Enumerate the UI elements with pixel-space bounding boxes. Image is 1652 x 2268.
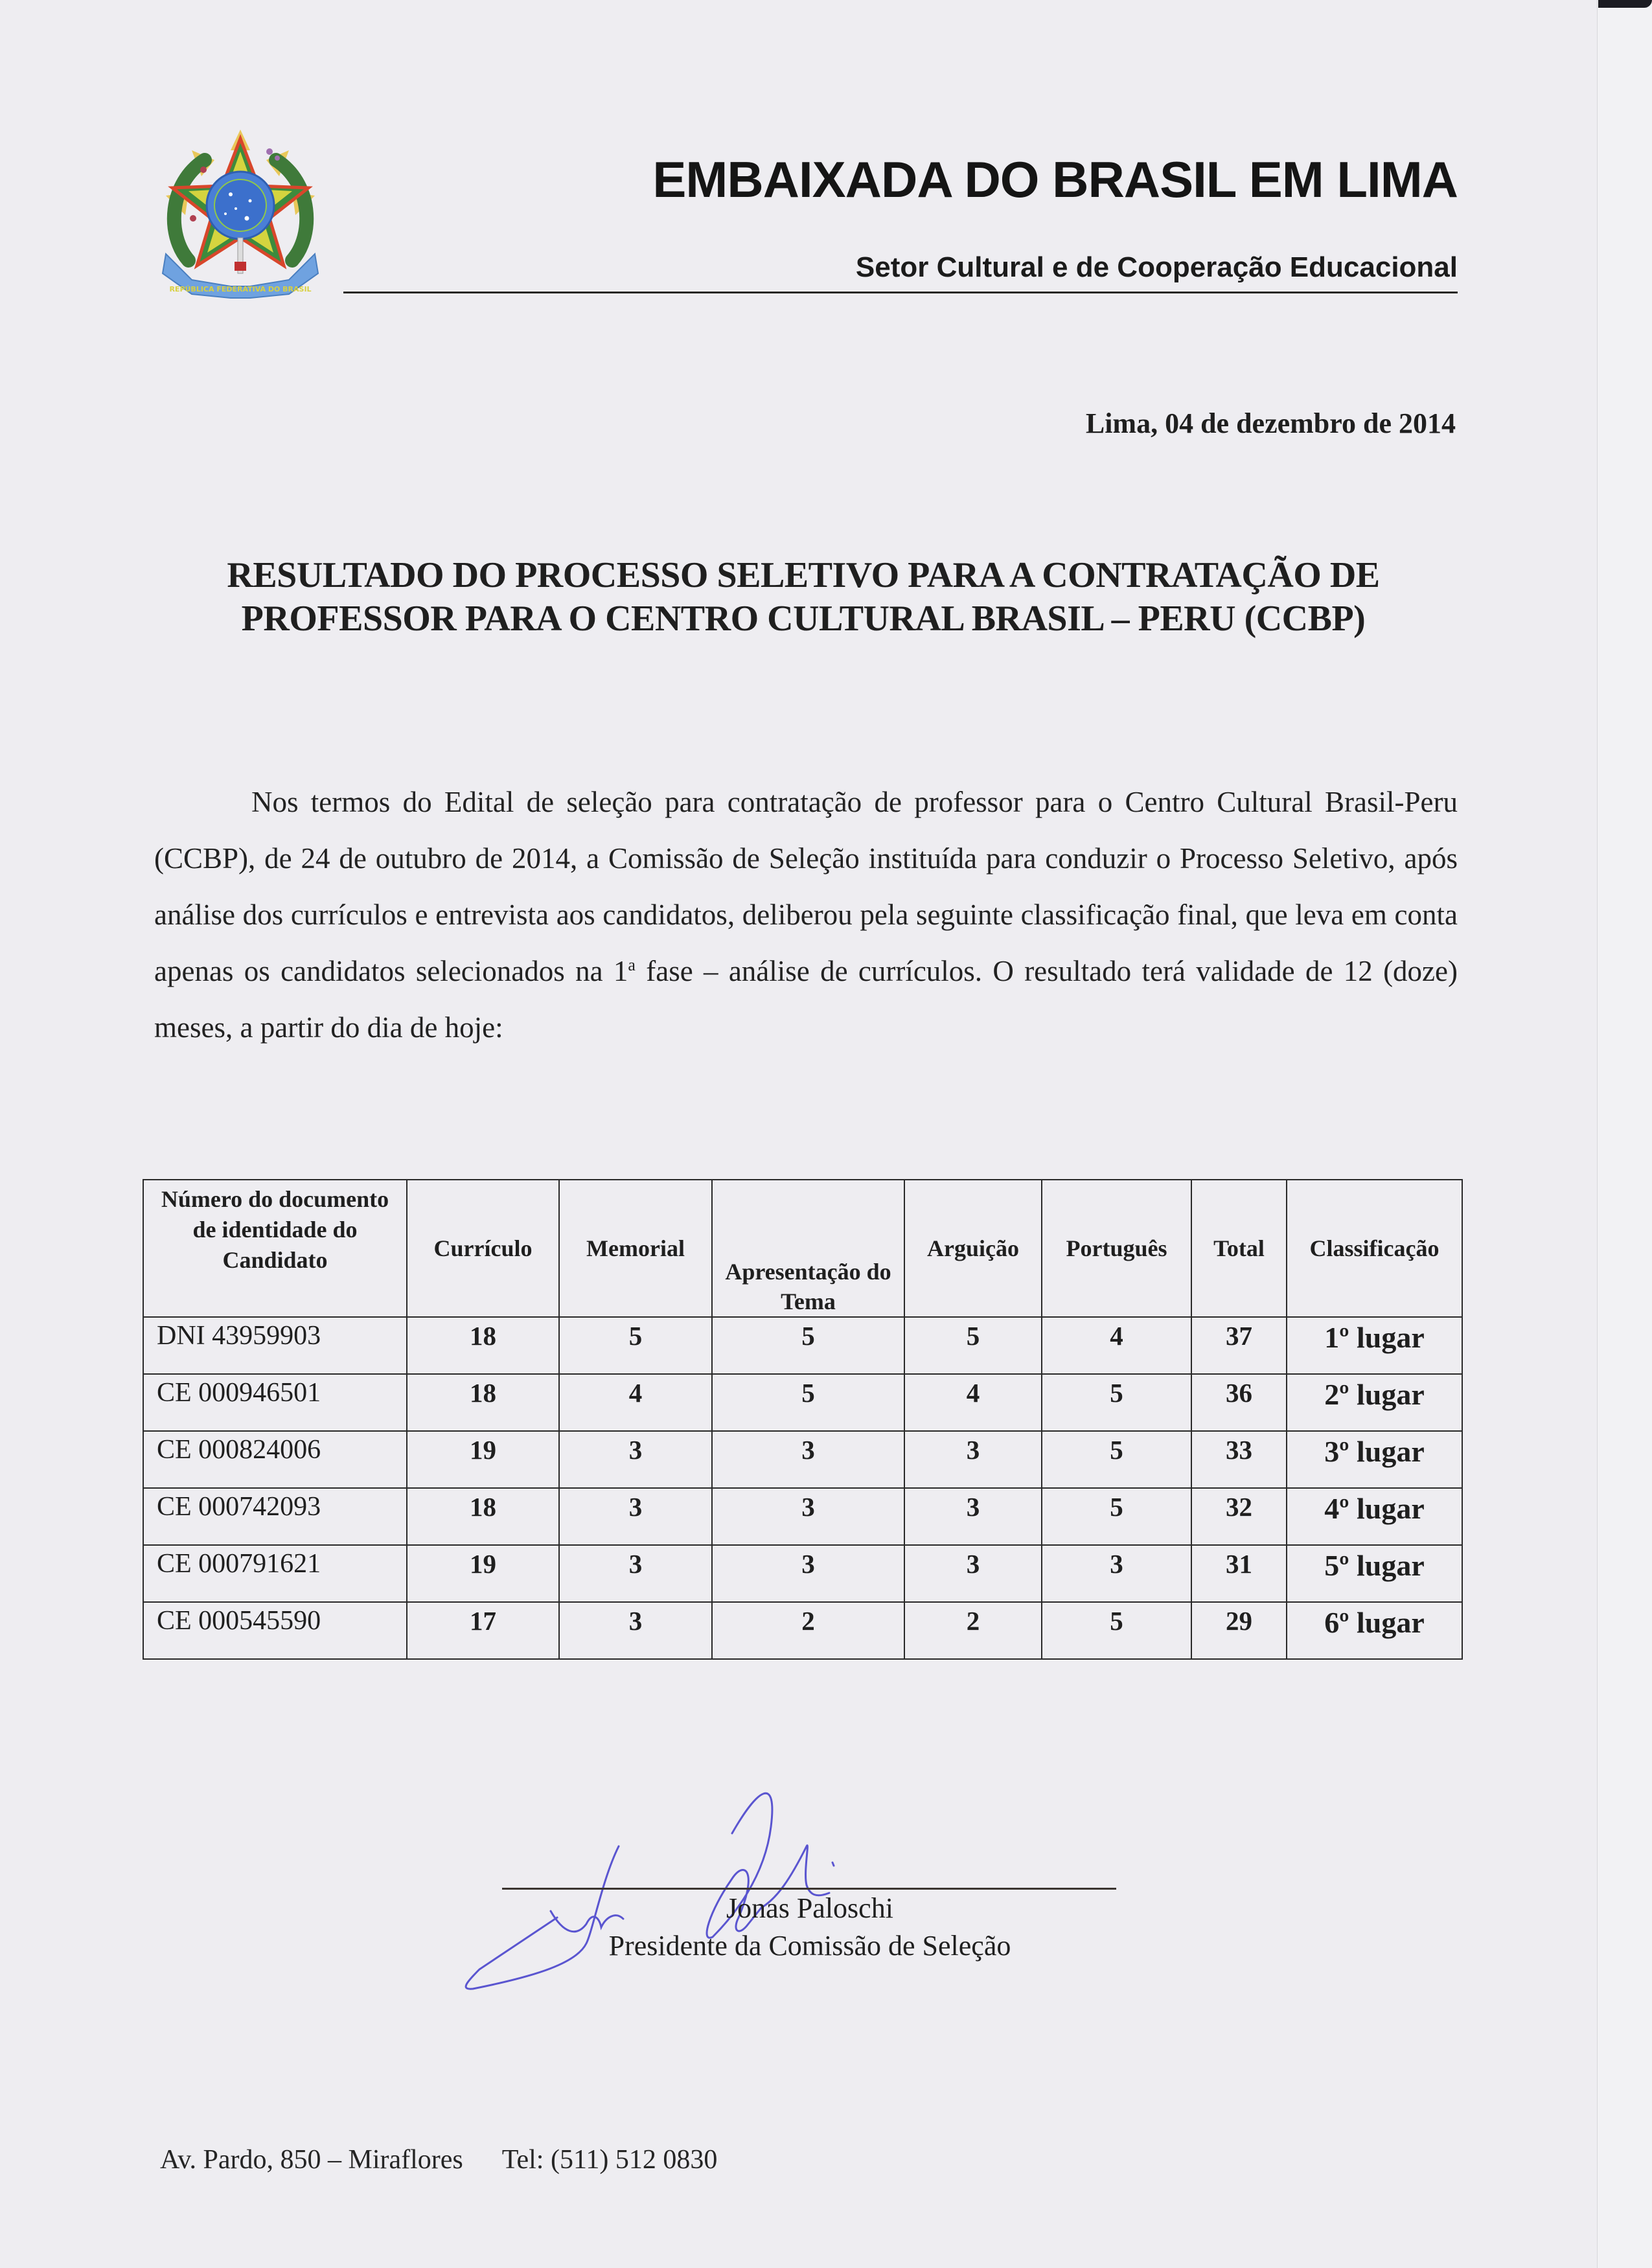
footer-address: Av. Pardo, 850 – Miraflores	[160, 2145, 463, 2175]
candidate-id-cell: CE 000946501	[143, 1374, 407, 1431]
memorial-score-cell: 4	[559, 1374, 712, 1431]
footer-phone: Tel: (511) 512 0830	[501, 2145, 718, 2175]
table-row	[143, 1545, 1462, 1602]
memorial-score-cell: 5	[559, 1317, 712, 1374]
total-score-cell: 33	[1191, 1431, 1287, 1488]
results-table	[143, 1179, 1463, 1660]
svg-text:REPÚBLICA FEDERATIVA DO BRASIL: REPÚBLICA FEDERATIVA DO BRASIL	[169, 285, 312, 293]
arguicao-score-cell: 3	[904, 1488, 1042, 1545]
total-score-cell: 36	[1191, 1374, 1287, 1431]
body-text-part-1: Nos termos do Edital de seleção para contratação de professor para o Centro Cultural Brasil-Peru (CCBP), de 24 de outubro de 2014, a Comissão de Seleção instituída para conduzir o Processo Seletivo, após análise dos currículos e entrevista aos candidatos, deliberou pela seguinte classificação final, que leva em conta apenas os candidatos selecionados na 1	[154, 786, 1458, 987]
table-row	[143, 1317, 1462, 1374]
classification-cell: 1º lugar	[1287, 1317, 1462, 1374]
table-row	[143, 1431, 1462, 1488]
embassy-sector: Setor Cultural e de Cooperação Educacional	[855, 251, 1458, 283]
total-score-cell: 32	[1191, 1488, 1287, 1545]
apresentacao-score-cell: 3	[712, 1431, 904, 1488]
candidate-id-cell: CE 000545590	[143, 1602, 407, 1659]
brazil-coat-of-arms-icon	[153, 124, 328, 301]
apresentacao-score-cell: 5	[712, 1317, 904, 1374]
header-arguicao: Arguição	[904, 1180, 1042, 1317]
arguicao-score-cell: 3	[904, 1431, 1042, 1488]
arguicao-score-cell: 3	[904, 1545, 1042, 1602]
curriculo-score-cell: 18	[407, 1374, 559, 1431]
apresentacao-score-cell: 2	[712, 1602, 904, 1659]
classification-cell: 5º lugar	[1287, 1545, 1462, 1602]
curriculo-score-cell: 18	[407, 1317, 559, 1374]
table-header-row	[143, 1180, 1462, 1317]
total-score-cell: 37	[1191, 1317, 1287, 1374]
candidate-id-cell: DNI 43959903	[143, 1317, 407, 1374]
header-rule	[343, 292, 1458, 293]
classification-cell: 4º lugar	[1287, 1488, 1462, 1545]
header-portugues: Português	[1042, 1180, 1191, 1317]
signatory-role: Presidente da Comissão de Seleção	[608, 1930, 1011, 1962]
curriculo-score-cell: 18	[407, 1488, 559, 1545]
apresentacao-score-cell: 3	[712, 1545, 904, 1602]
header-memorial: Memorial	[559, 1180, 712, 1317]
signature-line	[502, 1888, 1116, 1890]
arguicao-score-cell: 2	[904, 1602, 1042, 1659]
portugues-score-cell: 5	[1042, 1431, 1191, 1488]
header-classificacao: Classificação	[1287, 1180, 1462, 1317]
total-score-cell: 31	[1191, 1545, 1287, 1602]
classification-cell: 3º lugar	[1287, 1431, 1462, 1488]
classification-cell: 2º lugar	[1287, 1374, 1462, 1431]
document-title	[143, 554, 1464, 641]
scan-paper-edge	[1597, 0, 1652, 2268]
header-total: Total	[1191, 1180, 1287, 1317]
embassy-title: EMBAIXADA DO BRASIL EM LIMA	[652, 151, 1458, 208]
table-row	[143, 1374, 1462, 1431]
scan-dark-corner	[1598, 0, 1652, 8]
portugues-score-cell: 4	[1042, 1317, 1191, 1374]
curriculo-score-cell: 19	[407, 1545, 559, 1602]
header-apresentacao-do-tema: Apresentação do Tema	[712, 1180, 904, 1317]
candidate-id-cell: CE 000791621	[143, 1545, 407, 1602]
classification-cell: 6º lugar	[1287, 1602, 1462, 1659]
total-score-cell: 29	[1191, 1602, 1287, 1659]
curriculo-score-cell: 17	[407, 1602, 559, 1659]
arguicao-score-cell: 5	[904, 1317, 1042, 1374]
memorial-score-cell: 3	[559, 1488, 712, 1545]
memorial-score-cell: 3	[559, 1545, 712, 1602]
table-row	[143, 1602, 1462, 1659]
table-row	[143, 1488, 1462, 1545]
apresentacao-score-cell: 3	[712, 1488, 904, 1545]
portugues-score-cell: 5	[1042, 1374, 1191, 1431]
portugues-score-cell: 3	[1042, 1545, 1191, 1602]
footer-contact	[160, 2144, 756, 2175]
candidate-id-cell: CE 000824006	[143, 1431, 407, 1488]
header-document-number: Número do documento de identidade do Candidato	[143, 1180, 407, 1317]
portugues-score-cell: 5	[1042, 1488, 1191, 1545]
ordinal-superscript: a	[628, 956, 636, 974]
document-title-line-2: PROFESSOR PARA O CENTRO CULTURAL BRASIL – PERU (CCBP)	[241, 599, 1366, 639]
candidate-id-cell: CE 000742093	[143, 1488, 407, 1545]
memorial-score-cell: 3	[559, 1602, 712, 1659]
curriculo-score-cell: 19	[407, 1431, 559, 1488]
portugues-score-cell: 5	[1042, 1602, 1191, 1659]
document-date: Lima, 04 de dezembro de 2014	[1085, 407, 1456, 439]
body-text-part-2: fase – análise de currículos. O resultado terá validade de 12 (doze) meses, a partir do dia de hoje:	[154, 955, 1458, 1044]
apresentacao-score-cell: 5	[712, 1374, 904, 1431]
body-paragraph	[154, 774, 1458, 1056]
memorial-score-cell: 3	[559, 1431, 712, 1488]
arguicao-score-cell: 4	[904, 1374, 1042, 1431]
document-title-line-1: RESULTADO DO PROCESSO SELETIVO PARA A CONTRATAÇÃO DE	[227, 555, 1380, 595]
signatory-name: Jonas Paloschi	[726, 1892, 893, 1924]
header-curriculo: Currículo	[407, 1180, 559, 1317]
